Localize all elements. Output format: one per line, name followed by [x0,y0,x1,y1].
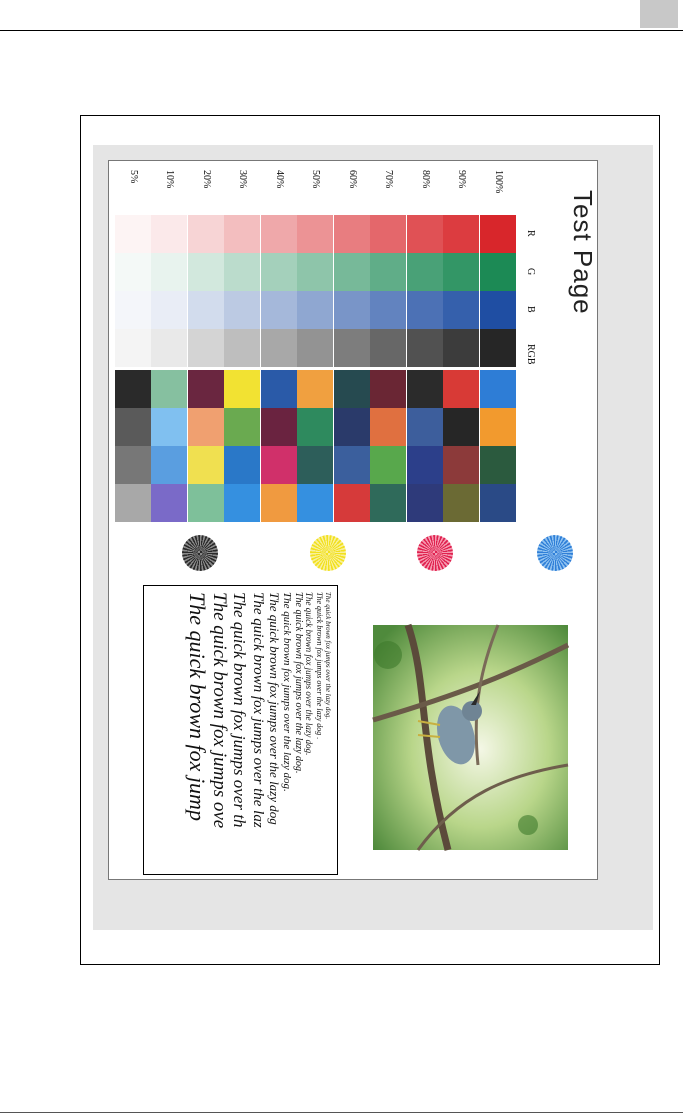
percent-label: 5% [128,170,139,184]
rgb-tint-swatch [152,329,188,367]
rgb-tint-swatch [115,291,151,329]
rgb-tint-swatch [444,215,480,253]
rgb-tint-swatch [152,253,188,291]
font-sample-line: The quick brown fox jumps over the laz [250,592,267,828]
cyan-starburst [537,535,573,571]
rgb-tint-swatch [298,329,334,367]
rgb-tint-swatch [371,329,407,367]
rgb-tint-swatch [152,291,188,329]
black-starburst [182,535,218,571]
color-palette-swatch [298,446,334,484]
rgb-tint-swatch [261,329,297,367]
header-g: G [525,268,536,276]
color-palette-swatch [115,408,151,446]
color-palette-swatch [225,408,261,446]
rgb-tint-swatch [334,329,370,367]
color-palette-swatch [225,484,261,522]
percent-label: 10% [164,170,176,189]
rgb-tint-swatch [480,329,516,367]
color-palette-swatch [444,370,480,408]
font-sample-line: The quick brown fox jumps ove [209,592,231,829]
rgb-tint-swatch [480,291,516,329]
color-palette-swatch [115,446,151,484]
color-palette-swatch [444,484,480,522]
percent-label: 50% [310,170,322,189]
color-palette-swatch [225,370,261,408]
font-sample-line: The quick brown fox jumps over the lazy dog. [324,592,332,720]
percent-label: 30% [237,170,249,189]
font-sample-line: The quick brown fox jumps over th [230,592,250,828]
page-number-tab [640,0,678,28]
percent-label: 40% [274,170,285,189]
color-palette-swatch [261,484,297,522]
color-palette-swatch [261,446,297,484]
rgb-tint-swatch [298,215,334,253]
color-palette-swatch [480,370,516,408]
rgb-tint-swatch [188,215,224,253]
header-rule [0,30,683,31]
rgb-tint-swatch [261,215,297,253]
test-page-content [108,160,598,880]
test-page-title: Test Page [568,190,598,315]
color-palette-swatch [334,408,370,446]
font-sample-line: The quick brown fox jumps over the lazy dog. [280,592,293,792]
color-palette-swatch [152,484,188,522]
color-palette-swatch [371,408,407,446]
color-palette-swatch [334,370,370,408]
rgb-tint-swatch [188,329,224,367]
rgb-tint-swatch [115,329,151,367]
color-palette-swatch [371,484,407,522]
heron-photo [373,625,568,850]
color-palette-swatch [407,370,443,408]
color-palette-swatch [188,484,224,522]
rgb-tint-swatch [152,215,188,253]
rgb-tint-swatch [371,291,407,329]
color-palette-swatch [188,370,224,408]
font-sample-line: The quick brown fox jumps over the lazy dog. [293,592,305,774]
color-palette-swatch [152,446,188,484]
color-palette-swatch [334,446,370,484]
rgb-tint-swatch [334,215,370,253]
percent-label: 60% [347,170,358,189]
rgb-tint-swatch [261,253,297,291]
color-palette-swatch [407,446,443,484]
percent-label: 70% [383,170,395,189]
rgb-tint-swatch [444,329,480,367]
rgb-tint-swatch [225,253,261,291]
rgb-tint-swatch [407,253,443,291]
color-palette-swatch [298,484,334,522]
rgb-tint-swatch [115,253,151,291]
color-palette-swatch [115,484,151,522]
rgb-tint-swatch [298,253,334,291]
rgb-tint-swatch [225,291,261,329]
color-palette-swatch [188,446,224,484]
color-palette-swatch [480,484,516,522]
rgb-tint-swatch [444,291,480,329]
font-sample-line: The quick brown fox jumps over the lazy dog . [315,592,325,740]
percent-label: 20% [201,170,212,189]
color-palette-swatch [225,446,261,484]
color-palette-swatch [115,370,151,408]
color-palette-swatch [261,370,297,408]
rgb-tint-swatch [115,215,151,253]
rgb-tint-swatch [188,253,224,291]
rgb-tint-swatch [371,253,407,291]
header-b: B [525,306,536,313]
color-palette-swatch [480,446,516,484]
font-sample-line: The quick brown fox jumps over the lazy dog. [304,592,315,756]
font-sample-line: The quick brown fox jumps over the lazy dog [266,592,282,825]
rgb-tint-swatch [480,215,516,253]
rgb-tint-swatch [480,253,516,291]
rgb-tint-swatch [407,291,443,329]
header-r: R [525,230,536,237]
color-palette-swatch [298,370,334,408]
percent-label: 100% [493,170,504,194]
color-palette-swatch [444,446,480,484]
rgb-tint-swatch [334,291,370,329]
color-palette-swatch [444,408,480,446]
rgb-tint-swatch [371,215,407,253]
color-palette-swatch [407,484,443,522]
rgb-tint-swatch [225,215,261,253]
color-palette-swatch [480,408,516,446]
magenta-starburst [417,535,453,571]
color-palette-swatch [152,408,188,446]
color-palette-swatch [188,408,224,446]
rgb-tint-swatch [225,329,261,367]
footer-rule [0,1112,683,1113]
header-rgb: RGB [525,344,536,365]
color-palette-swatch [298,408,334,446]
font-sample-line: The quick brown fox jump [185,592,210,821]
color-palette-swatch [261,408,297,446]
rgb-tint-swatch [334,253,370,291]
color-palette-swatch [371,370,407,408]
rgb-tint-swatch [261,291,297,329]
color-palette-swatch [152,370,188,408]
rgb-tint-swatch [298,291,334,329]
rgb-tint-swatch [407,215,443,253]
color-palette-swatch [407,408,443,446]
percent-label: 80% [420,170,431,189]
font-sample-box [143,585,338,875]
yellow-starburst [310,535,346,571]
color-palette-swatch [371,446,407,484]
rgb-tint-swatch [444,253,480,291]
rgb-tint-swatch [188,291,224,329]
percent-label: 90% [456,170,468,189]
rgb-tint-swatch [407,329,443,367]
color-palette-swatch [334,484,370,522]
